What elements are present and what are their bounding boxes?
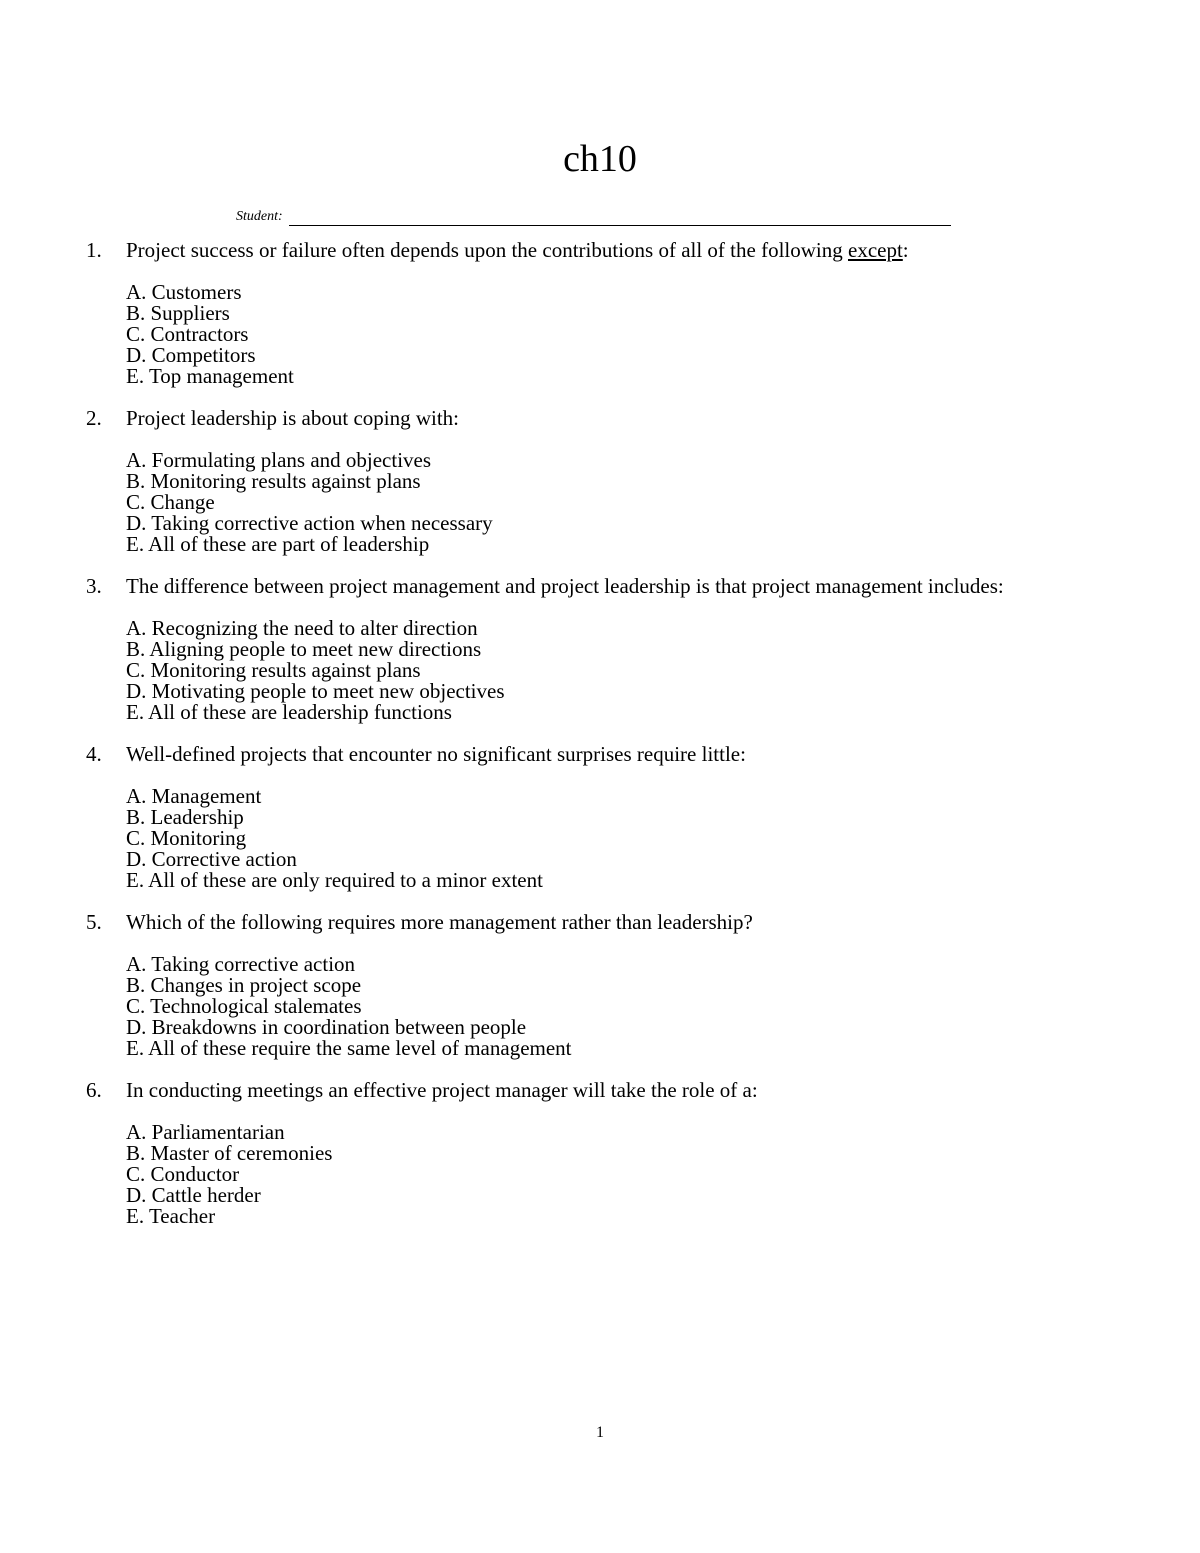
question-stem-emphasis: except xyxy=(848,238,903,262)
question-2 xyxy=(86,408,1096,555)
choice-c: C. Conductor xyxy=(126,1162,240,1186)
choice-b: B. Aligning people to meet new directions xyxy=(126,637,482,661)
choice-d: D. Motivating people to meet new objectives xyxy=(126,679,505,703)
question-5 xyxy=(86,912,1096,1059)
question-stem: Well-defined projects that encounter no significant surprises require little: xyxy=(126,742,746,766)
choice-list xyxy=(126,954,1096,1059)
question-number: 1. xyxy=(86,238,102,262)
choice-e: E. All of these are part of leadership xyxy=(126,532,430,556)
choice-list xyxy=(126,282,1096,387)
choice-a: A. Management xyxy=(126,784,262,808)
choice-list xyxy=(126,618,1096,723)
question-4 xyxy=(86,744,1096,891)
student-name-blank[interactable] xyxy=(289,209,951,226)
choice-e: E. All of these are leadership functions xyxy=(126,700,452,724)
choice-a: A. Parliamentarian xyxy=(126,1120,285,1144)
choice-a: A. Customers xyxy=(126,280,242,304)
choice-e: E. All of these require the same level of management xyxy=(126,1036,572,1060)
choice-e: E. Top management xyxy=(126,364,294,388)
choice-d: D. Competitors xyxy=(126,343,256,367)
choice-c: C. Monitoring results against plans xyxy=(126,658,421,682)
choice-list xyxy=(126,450,1096,555)
question-number: 5. xyxy=(86,910,102,934)
question-3 xyxy=(86,576,1096,723)
choice-d: D. Taking corrective action when necessary xyxy=(126,511,493,535)
student-label: Student: xyxy=(236,209,283,224)
choice-a: A. Formulating plans and objectives xyxy=(126,448,432,472)
question-list xyxy=(86,240,1096,1248)
question-stem: Project leadership is about coping with: xyxy=(126,406,460,430)
question-number: 3. xyxy=(86,574,102,598)
choice-e: E. All of these are only required to a minor extent xyxy=(126,868,543,892)
question-number: 2. xyxy=(86,406,102,430)
choice-d: D. Cattle herder xyxy=(126,1183,261,1207)
question-1 xyxy=(86,240,1096,387)
choice-list xyxy=(126,1122,1096,1227)
choice-c: C. Technological stalemates xyxy=(126,994,362,1018)
choice-a: A. Recognizing the need to alter direction xyxy=(126,616,478,640)
question-stem: In conducting meetings an effective project manager will take the role of a: xyxy=(126,1078,758,1102)
choice-b: B. Monitoring results against plans xyxy=(126,469,421,493)
choice-c: C. Change xyxy=(126,490,215,514)
choice-b: B. Master of ceremonies xyxy=(126,1141,333,1165)
choice-a: A. Taking corrective action xyxy=(126,952,356,976)
choice-d: D. Corrective action xyxy=(126,847,297,871)
choice-b: B. Leadership xyxy=(126,805,244,829)
student-name-line xyxy=(236,202,951,226)
question-stem-text: Project success or failure often depends upon the contributions of all of the following xyxy=(126,238,848,262)
choice-list xyxy=(126,786,1096,891)
choice-c: C. Contractors xyxy=(126,322,249,346)
page-number: 1 xyxy=(596,1424,604,1441)
question-number: 6. xyxy=(86,1078,102,1102)
question-stem: Which of the following requires more management rather than leadership? xyxy=(126,910,753,934)
choice-b: B. Changes in project scope xyxy=(126,973,362,997)
question-stem: The difference between project management and project leadership is that project management includes: xyxy=(126,574,1004,598)
page-title: ch10 xyxy=(563,138,637,180)
choice-d: D. Breakdowns in coordination between people xyxy=(126,1015,527,1039)
choice-c: C. Monitoring xyxy=(126,826,247,850)
question-number: 4. xyxy=(86,742,102,766)
question-stem-after: : xyxy=(902,238,909,262)
choice-b: B. Suppliers xyxy=(126,301,230,325)
question-stem xyxy=(126,240,1096,261)
choice-e: E. Teacher xyxy=(126,1204,216,1228)
question-6 xyxy=(86,1080,1096,1227)
